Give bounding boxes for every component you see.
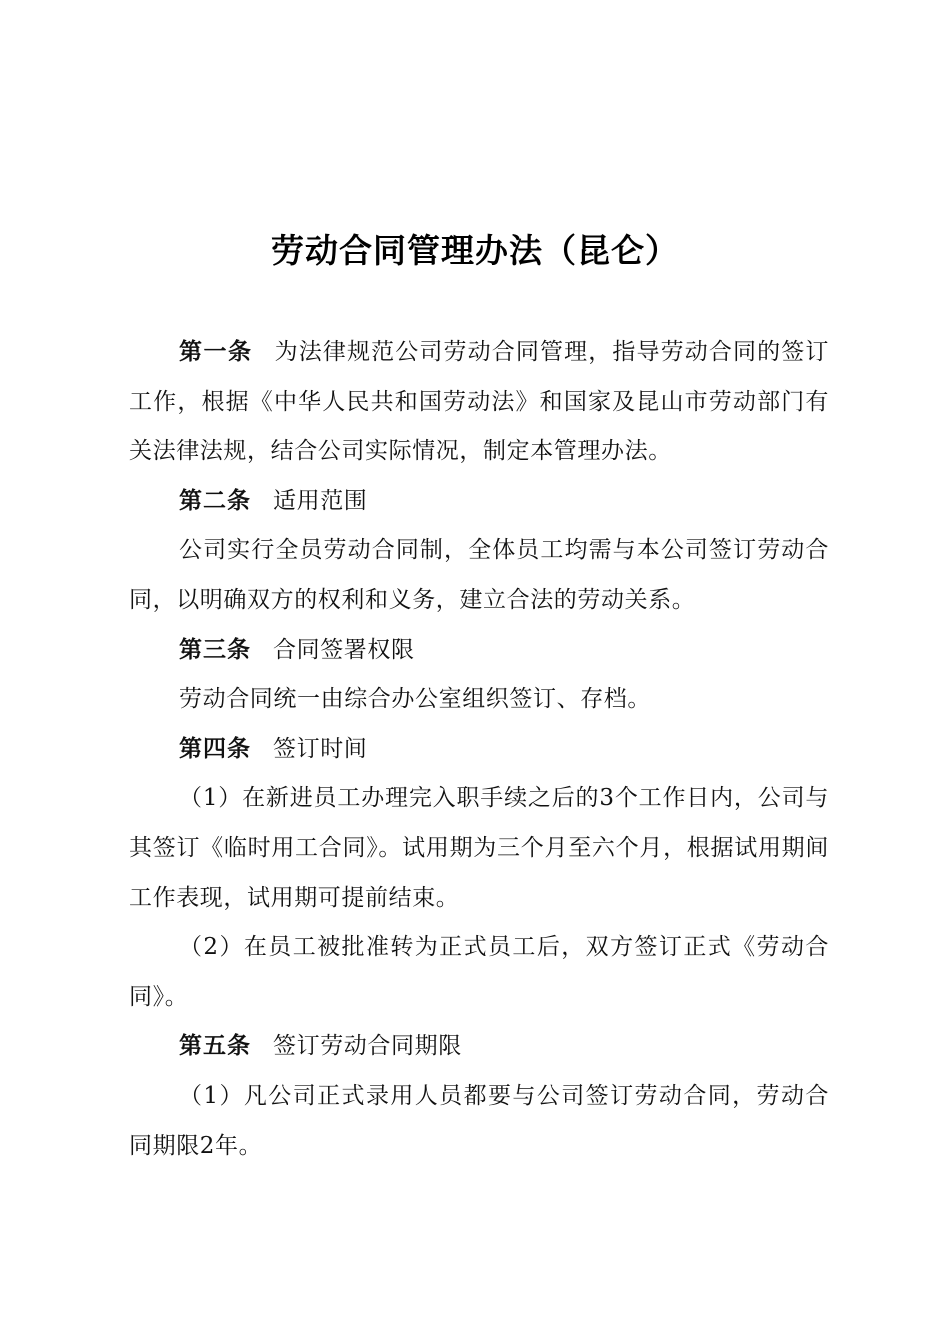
document-title: 劳动合同管理办法（昆仑） — [271, 231, 679, 270]
paragraph-text: （1）在新进员工办理完入职手续之后的3个工作日内，公司与其签订《临时用工合同》。试用期为三个月至六个月，根据试用期间工作表现，试用期可提前结束。 — [129, 785, 829, 911]
article-4 — [129, 725, 829, 775]
document-body — [129, 328, 829, 1171]
paragraph-text: （2）在员工被批准转为正式员工后，双方签订正式《劳动合同》。 — [129, 934, 829, 1010]
article-label: 第一条 — [179, 339, 253, 365]
article-text: 签订时间 — [273, 735, 368, 762]
article-5-item-1 — [129, 1072, 829, 1171]
paragraph-text: 公司实行全员劳动合同制，全体员工均需与本公司签订劳动合同，以明确双方的权利和义务，建立合法的劳动关系。 — [129, 537, 829, 613]
article-text: 合同签署权限 — [273, 636, 415, 663]
article-text: 签订劳动合同期限 — [273, 1033, 462, 1060]
article-1 — [129, 328, 829, 477]
article-label: 第三条 — [179, 636, 251, 663]
article-3-body — [129, 675, 829, 725]
article-text: 为法律规范公司劳动合同管理，指导劳动合同的签订工作，根据《中华人民共和国劳动法》和国家及昆山市劳动部门有关法律法规，结合公司实际情况，制定本管理办法。 — [129, 339, 829, 465]
paragraph-text: 劳动合同统一由综合办公室组织签订、存档。 — [179, 686, 651, 713]
article-2 — [129, 477, 829, 527]
article-4-item-1 — [129, 774, 829, 923]
article-3 — [129, 626, 829, 676]
article-2-body — [129, 526, 829, 625]
article-text: 适用范围 — [273, 487, 368, 514]
article-5 — [129, 1022, 829, 1072]
article-label: 第二条 — [179, 487, 251, 514]
article-4-item-2 — [129, 923, 829, 1022]
article-label: 第四条 — [179, 735, 251, 762]
article-label: 第五条 — [179, 1033, 251, 1060]
paragraph-text: （1）凡公司正式录用人员都要与公司签订劳动合同，劳动合同期限2年。 — [129, 1082, 829, 1159]
